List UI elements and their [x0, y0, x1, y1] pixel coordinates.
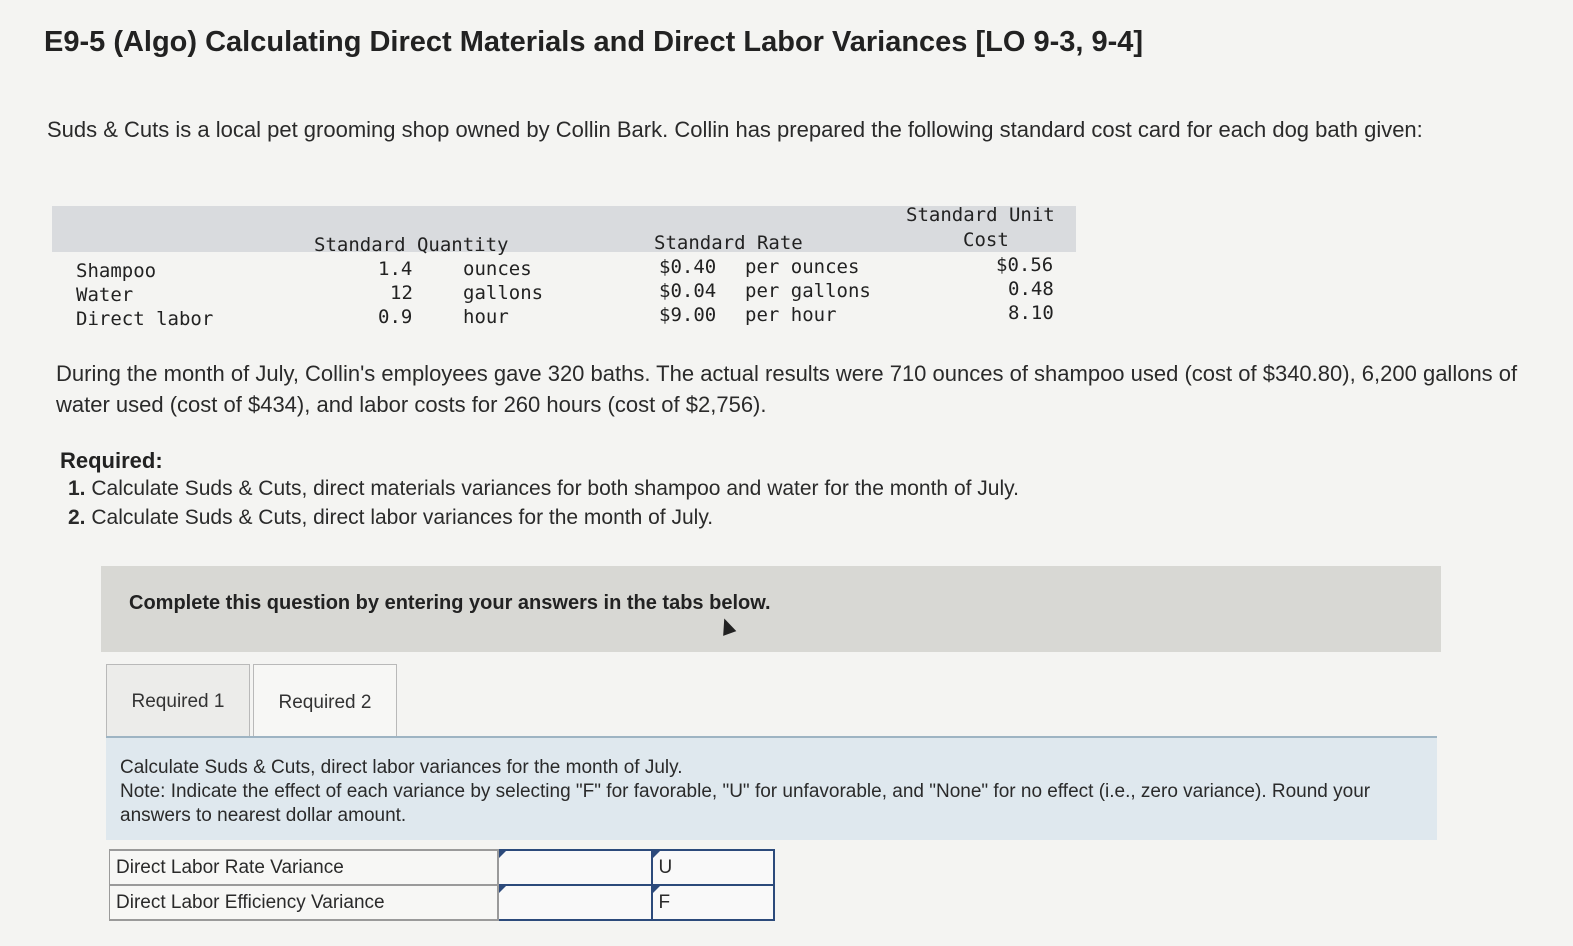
- row-item: Direct labor: [76, 308, 214, 330]
- tab-required-2[interactable]: Required 2: [253, 664, 397, 740]
- rate-variance-amount-input[interactable]: [498, 850, 652, 885]
- required-list: [68, 474, 1019, 532]
- row-label: Direct Labor Rate Variance: [110, 850, 498, 885]
- header-standard-quantity: Standard Quantity: [314, 234, 509, 256]
- efficiency-variance-amount-input[interactable]: [498, 885, 652, 920]
- header-standard-unit-cost: Standard Unit: [906, 204, 1055, 226]
- amount-field[interactable]: [499, 885, 655, 920]
- panel-note: Note: Indicate the effect of each variance by selecting "F" for favorable, "U" for unfavorable, and "None" for no effect (i.e., zero variance). Round your answers to nearest dollar amount.: [120, 781, 1371, 826]
- header-cost: Cost: [963, 229, 1009, 251]
- row-rate: $0.40: [659, 256, 717, 278]
- july-results-paragraph: During the month of July, Collin's employees gave 320 baths. The actual results were 710 ounces of shampoo used (cost of $340.80), 6,200 gallons of water used (cost of $434), and labor costs for 260 hours (cost of $2,756).: [56, 361, 1518, 417]
- instruction-banner: [101, 566, 1441, 652]
- panel-text: [120, 756, 1420, 828]
- tab-required-1[interactable]: Required 1: [106, 664, 250, 738]
- row-rate: $0.04: [659, 280, 717, 302]
- row-rate-unit: per ounces: [745, 256, 860, 278]
- row-item: Shampoo: [76, 260, 157, 282]
- header-standard-rate: Standard Rate: [654, 232, 803, 254]
- effect-value: U: [658, 857, 673, 878]
- panel-line1: Calculate Suds & Cuts, direct labor variances for the month of July.: [120, 757, 683, 778]
- list-item-number: 2.: [68, 506, 86, 529]
- row-rate-unit: per hour: [745, 304, 837, 326]
- row-cost: 0.48: [1008, 278, 1054, 300]
- row-qty-unit: hour: [463, 306, 509, 328]
- efficiency-variance-effect-select[interactable]: [652, 885, 774, 920]
- row-cost: 8.10: [1008, 302, 1054, 324]
- list-item-text: Calculate Suds & Cuts, direct materials variances for both shampoo and water for the month of July.: [91, 477, 1019, 500]
- row-rate-unit: per gallons: [745, 280, 871, 302]
- instruction-text: Complete this question by entering your answers in the tabs below.: [129, 592, 771, 614]
- list-item: [68, 503, 1019, 532]
- list-item-text: Calculate Suds & Cuts, direct labor variances for the month of July.: [91, 506, 714, 529]
- tab-panel-instructions: [106, 736, 1437, 840]
- table-row: [110, 850, 774, 885]
- effect-value: F: [658, 892, 671, 913]
- row-qty: 12: [390, 282, 413, 304]
- row-item: Water: [76, 284, 134, 306]
- list-item: [68, 474, 1019, 503]
- rate-variance-effect-select[interactable]: [652, 850, 774, 885]
- table-row: [110, 885, 774, 920]
- row-cost: $0.56: [996, 254, 1054, 276]
- row-qty: 1.4: [378, 258, 413, 280]
- amount-field[interactable]: [499, 850, 655, 885]
- row-label: Direct Labor Efficiency Variance: [110, 885, 498, 920]
- row-qty-unit: ounces: [463, 258, 532, 280]
- answer-table: [109, 849, 775, 921]
- intro-paragraph: Suds & Cuts is a local pet grooming shop owned by Collin Bark. Collin has prepared the following standard cost card for each dog bath given:: [47, 117, 1423, 142]
- exercise-title: E9-5 (Algo) Calculating Direct Materials and Direct Labor Variances [LO 9-3, 9-4]: [44, 26, 1144, 58]
- row-qty: 0.9: [378, 306, 413, 328]
- row-rate: $9.00: [659, 304, 717, 326]
- list-item-number: 1.: [68, 477, 86, 500]
- required-heading: Required:: [60, 448, 163, 473]
- row-qty-unit: gallons: [463, 282, 544, 304]
